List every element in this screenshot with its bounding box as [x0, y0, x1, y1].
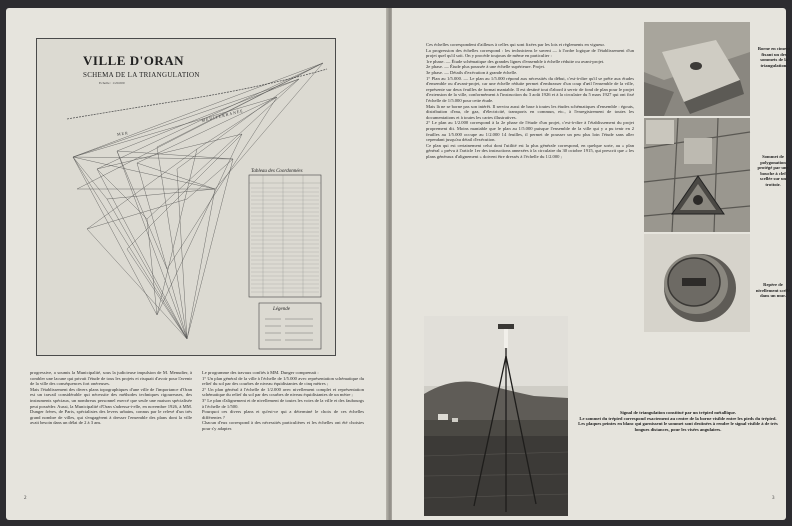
- caption-cement-marker: Borne en ciment fixant un des sommets de la triangulation.: [757, 46, 791, 68]
- map-subtitle: SCHEMA DE LA TRIANGULATION: [83, 71, 200, 79]
- caption-triangulation-signal: Signal de triangulation constitué par un trépied métallique. Le sommet du trépied correspond exactement au centre de la borne visible entre les pieds du trépied. Les plaques peintes en blanc qui garnissent le sommet sont destinées à rendre le signal visible à de très longues distances, pour les visées angulaires.: [578, 410, 778, 432]
- left-page: [6, 8, 388, 520]
- photo-polygonation-vertex: [644, 118, 750, 232]
- right-page: [392, 8, 791, 520]
- caption-levelling-benchmark: Repère de nivellement scellé dans un mur.: [755, 282, 791, 299]
- map-scale-note: Echelle : 1/20.000: [99, 81, 125, 85]
- photo-levelling-benchmark: [644, 234, 750, 332]
- coordinates-table: [249, 175, 321, 297]
- legend-title: Légende: [273, 307, 290, 312]
- sea-label-mer: MER: [116, 130, 129, 137]
- caption-polygonation-vertex: Sommet de polygonation protégé par une bouche à clef scellée sur un trottoir.: [757, 154, 789, 187]
- right-text-column: Ces échelles correspondent d'ailleurs à celles qui sont fixées par les lois et règlements en vigueur. La progression des échelles correspond : les techniciens le savent — à l'ordre logique de l'établissement d'un projet quel qu'il soit. On y procède toujours de même en particulier : 1re phase. — Étude schématique des grandes lignes d'ensemble à échelle réduite ou avant-projet. 2e phase. — Étude plus poussée à une échelle supérieure. Projet. 3e phase. — Détails d'exécution à grande échelle. 1° Plan au 1/5.000. — Le plan au 1/5.000 répond aux nécessités du début, c'est-à-dire qu'il se prête aux études d'ensemble ou d'avant-projet, car une échelle réduite permet d'embrasser d'un coup d'œil l'ensemble de la ville, représente sur deux feuilles de format maniable. Il est destiné tout d'abord à servir de fond de plan pour le projet d'extension de la ville, conformément à l'instruction du 3 août 1926 et à la circulaire du 5 mars 1927 qui ont fixé l'échelle de 1/5.000 pour cette étude. Mais là ne se borne pas son intérêt. Il servira aussi de base à toutes les études schématiques d'ensemble : égouts, distribution d'eau, de gaz, d'électricité, transports en commun, etc., à l'enregistrement de toutes les documentations et à toutes les cartes illustratives. 2° Le plan au 1/2.000 correspond à la 2e phase de l'étude d'un projet, c'est-à-dire à l'établissement du projet proprement dit. Moins maniable que le plan au 1/5.000 puisque l'ensemble de la ville qui y a pu tenir en 2 feuilles au 1/5.000 occupe au 1/2.000 14 feuilles, il permet de pousser un peu plus loin l'étude sans aller cependant jusqu'au détail d'exécution. Ce plan qui est certainement celui dont l'utilité est la plus générale correspond, en quelque sorte, au « plan général » prévu à l'article 1er des instructions annexées à la circulaire du 30 octobre 1915, qui prescrit que « les plans généraux d'alignement » doivent être dressés à l'échelle du 1/2.000 ;: [426, 42, 634, 159]
- photo-triangulation-signal: [424, 316, 568, 516]
- photo-cement-marker: [644, 22, 750, 116]
- left-text-column-2: Le programme des travaux confiés à MM. Dunger comprenait : 1° Un plan général de la ville à l'échelle de 1/5.000 avec représentation schématique du relief du sol par des courbes de niveau équidistantes de cinq mètres ; 2° Un plan général à l'échelle de 1/2.000 avec nivellement complet et représentation schématique du relief du sol par des courbes de niveau équidistantes de un mètre ; 3° Le plan d'alignement et de nivellement de toutes les voies de la ville et des faubourgs à l'échelle de 1/500. Pourquoi ces divers plans et qu'est-ce qui a déterminé le choix de ces échelles différentes ? Chacun d'eux correspond à des nécessités particulières et les échelles ont été choisies pour s'y adapter.: [202, 370, 364, 431]
- left-text-column-1: progressive, a soumis la Municipalité, sous la judicieuse impulsion de M. Menudier, à combler une lacune qui privait l'étude de tous les projets et risquait d'avoir pour l'avenir de la ville des conséquences fort onéreuses. Mais l'établissement des divers plans topographiques d'une ville de l'importance d'Oran est un travail considérable qui nécessite des méthodes techniques rigoureuses, des instruments spéciaux, un nombreux personnel exercé que seule une maison spécialisée peut posséder. Aussi, la Municipalité d'Oran s'adressa-t-elle, en novembre 1926, à MM. Dunger frères, de Paris, spécialistes des levers urbains, connus par le relevé d'un très grand nombre de villes, qui s'engagèrent à dresser l'ensemble des plans dont la ville avait besoin dans un délai de 2 à 3 ans.: [30, 370, 192, 426]
- map-title: VILLE D'ORAN: [83, 53, 184, 68]
- sea-label-mediterranee: MÉDITERRANÉE: [201, 107, 245, 124]
- coordinates-table-title: Tableau des Coordonnées: [251, 169, 303, 174]
- page-number-right: 3: [772, 496, 775, 501]
- map-legend: [259, 303, 321, 349]
- triangulation-map: [36, 38, 336, 356]
- page-number-left: 2: [24, 496, 27, 501]
- triangulation-map-drawing: [37, 39, 337, 357]
